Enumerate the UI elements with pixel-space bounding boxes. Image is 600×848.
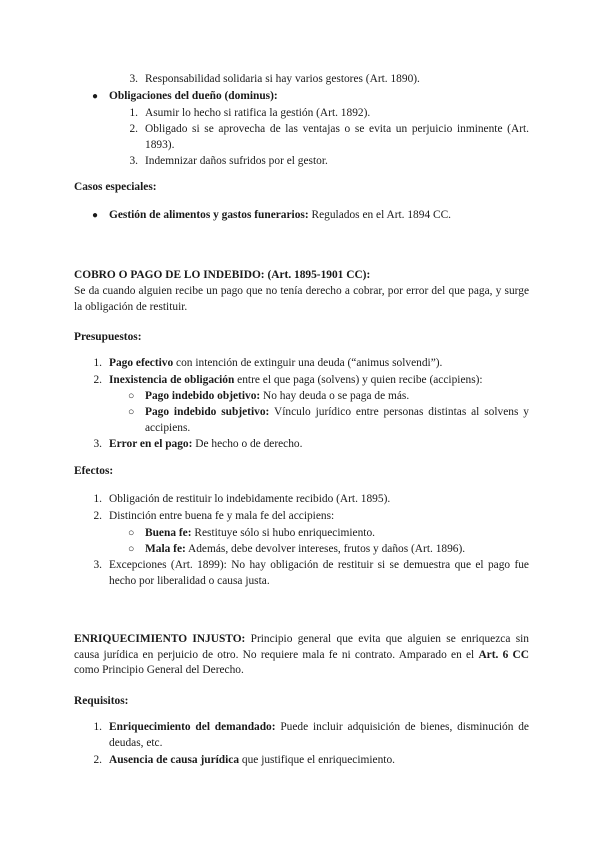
section-subheading: Obligaciones del dueño (dominus):	[109, 90, 278, 102]
bullet-icon: ●	[92, 91, 99, 102]
item-text	[145, 389, 529, 405]
circle-bullet-icon: ○	[128, 528, 135, 539]
item-number: 2.	[93, 510, 102, 522]
item-text: Distinción entre buena fe y mala fe del accipiens:	[109, 510, 335, 522]
item-text	[109, 356, 529, 372]
item-bold: Mala fe:	[145, 543, 186, 555]
circle-bullet-icon: ○	[128, 391, 135, 402]
item-text	[109, 373, 529, 389]
item-number: 1.	[93, 357, 102, 369]
item-bold: Inexistencia de obligación	[109, 374, 235, 386]
item-text	[109, 208, 529, 224]
item-text	[145, 405, 529, 436]
item-number: 1.	[93, 493, 102, 505]
item-number: 1.	[93, 721, 102, 733]
item-number: 2.	[93, 754, 102, 766]
paragraph-text: Principio general que evita que alguien se enriquezca sin causa jurídica en perjuicio de otro. No requiere mala fe ni contrato. Amparado en el	[74, 633, 529, 661]
item-rest: Puede incluir adquisición de bienes, disminución de deudas, etc.	[109, 721, 529, 749]
section-title: ENRIQUECIMIENTO INJUSTO:	[74, 633, 246, 645]
item-rest: entre el que paga (solvens) y quien recibe (accipiens):	[234, 374, 483, 386]
item-bold: Gestión de alimentos y gastos funerarios:	[109, 209, 309, 221]
item-rest: Restituye sólo si hubo enriquecimiento.	[191, 527, 376, 539]
item-bold: Ausencia de causa jurídica	[109, 754, 240, 766]
paragraph	[74, 632, 529, 679]
item-rest: con intención de extinguir una deuda (“animus solvendi”).	[173, 357, 443, 369]
section-title: COBRO O PAGO DE LO INDEBIDO: (Art. 1895-1901 CC):	[74, 269, 371, 281]
paragraph-text-end: como Principio General del Derecho.	[74, 664, 244, 676]
item-text: Asumir lo hecho si ratifica la gestión (Art. 1892).	[145, 107, 371, 119]
item-bold: Buena fe:	[145, 527, 192, 539]
item-rest: No hay deuda o se paga de más.	[260, 390, 410, 402]
item-rest: Regulados en el Art. 1894 CC.	[308, 209, 452, 221]
paragraph: Se da cuando alguien recibe un pago que no tenía derecho a cobrar, por error del que paga, y surge la obligación de restituir.	[74, 285, 529, 313]
item-rest: De hecho o de derecho.	[192, 438, 303, 450]
section-heading: Requisitos:	[74, 695, 129, 707]
item-text: Indemnizar daños sufridos por el gestor.	[145, 155, 328, 167]
item-rest: que justifique el enriquecimiento.	[239, 754, 395, 766]
item-text	[109, 720, 529, 751]
item-text	[145, 542, 529, 558]
section-heading: Efectos:	[74, 465, 114, 477]
item-number: 3.	[129, 73, 138, 85]
item-rest: Vínculo jurídico entre personas distintas al solvens y accipiens.	[145, 406, 529, 434]
article-ref: Art. 6 CC	[478, 648, 529, 661]
item-text	[145, 526, 529, 542]
section-heading: Casos especiales:	[74, 181, 157, 193]
item-number: 1.	[129, 107, 138, 119]
item-number: 3.	[93, 438, 102, 450]
item-text: Obligado si se aprovecha de las ventajas o se evita un perjuicio inminente (Art. 1893).	[145, 123, 529, 151]
section-heading: Presupuestos:	[74, 331, 142, 343]
item-number: 3.	[93, 559, 102, 571]
item-bold: Pago indebido objetivo:	[145, 390, 261, 402]
item-text	[109, 753, 529, 769]
item-bold: Pago efectivo	[109, 357, 174, 369]
item-rest: Además, debe devolver intereses, frutos y daños (Art. 1896).	[185, 543, 466, 555]
item-bold: Enriquecimiento del demandado:	[109, 721, 276, 733]
bullet-icon: ●	[92, 210, 99, 221]
item-number: 2.	[93, 374, 102, 386]
item-number: 2.	[129, 123, 138, 135]
item-bold: Pago indebido subjetivo:	[145, 406, 270, 418]
item-text: Excepciones (Art. 1899): No hay obligación de restituir si se demuestra que el pago fue hecho por liberalidad o causa justa.	[109, 559, 529, 587]
circle-bullet-icon: ○	[128, 407, 135, 418]
circle-bullet-icon: ○	[128, 544, 135, 555]
item-text	[109, 437, 529, 453]
item-bold: Error en el pago:	[109, 438, 193, 450]
item-number: 3.	[129, 155, 138, 167]
item-text: Obligación de restituir lo indebidamente recibido (Art. 1895).	[109, 493, 391, 505]
item-text: Responsabilidad solidaria si hay varios gestores (Art. 1890).	[145, 73, 420, 85]
